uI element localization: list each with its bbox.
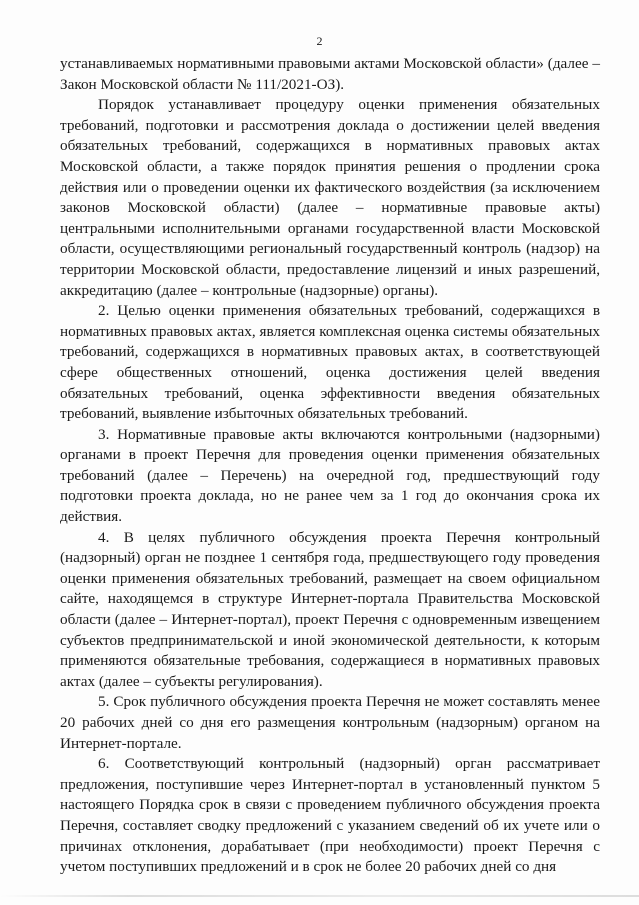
paragraph-continuation: устанавливаемых нормативными правовыми актами Московской области» (далее – Закон Московской области № 111/2021-ОЗ). [60,55,600,93]
paragraph-item-4: 4. В целях публичного обсуждения проекта Перечня контрольный (надзорный) орган не позднее 1 сентября года, предшествующего году проведения оценки применения обязательных требований, размещает на своем официальном сайте, находящемся в структуре Интернет-портала Правительства Московской области (далее – Интернет-портал), проект Перечня с одновременным извещением субъектов предпринимательской и иной экономической деятельности, к которым применяются обязательные требования, содержащиеся в нормативных правовых актах (далее – субъекты регулирования). [60,528,600,690]
scan-edge-artifact [0,895,639,897]
page-number: 2 [316,34,323,48]
document-body [60,54,600,878]
paragraph-item-3: 3. Нормативные правовые акты включаются контрольными (надзорными) органами в проект Перечня для проведения оценки применения обязательных требований (далее – Перечень) на очередной год, предшествующий году подготовки проекта доклада, но не ранее чем за 1 год до окончания срока их действия. [60,425,600,526]
paragraph-item-6: 6. Соответствующий контрольный (надзорный) орган рассматривает предложения, поступившие через Интернет-портал в установленный пунктом 5 настоящего Порядка срок в связи с проведением публичного обсуждения проекта Перечня, составляет сводку предложений с указанием сведений об их учете или о причинах отклонения, дорабатывает (при необходимости) проект Перечня с учетом поступивших предложений и в срок не более 20 рабочих дней со дня [60,755,600,876]
paragraph-item-2: 2. Целью оценки применения обязательных требований, содержащихся в нормативных правовых актах, является комплексная оценка системы обязательных требований, содержащихся в нормативных правовых актах, в соответствующей сфере общественных отношений, оценка достижения целей введения обязательных требований, оценка эффективности введения обязательных требований, выявление избыточных обязательных требований. [60,302,600,423]
paragraph-procedure-scope: Порядок устанавливает процедуру оценки применения обязательных требований, подготовки и рассмотрения доклада о достижении целей введения обязательных требований, содержащихся в нормативных правовых актах Московской области, а также порядок принятия решения о продлении срока действия или о проведении оценки их фактического воздействия (за исключением законов Московской области) (далее – нормативные правовые акты) центральными исполнительными органами государственной власти Московской области, осуществляющими региональный государственный контроль (надзор) на территории Московской области, предоставление лицензий и иных разрешений, аккредитацию (далее – контрольные (надзорные) органы). [60,96,600,299]
paragraph-item-5: 5. Срок публичного обсуждения проекта Перечня не может составлять менее 20 рабочих дней со дня его размещения контрольным (надзорным) органом на Интернет-портале. [60,693,600,752]
